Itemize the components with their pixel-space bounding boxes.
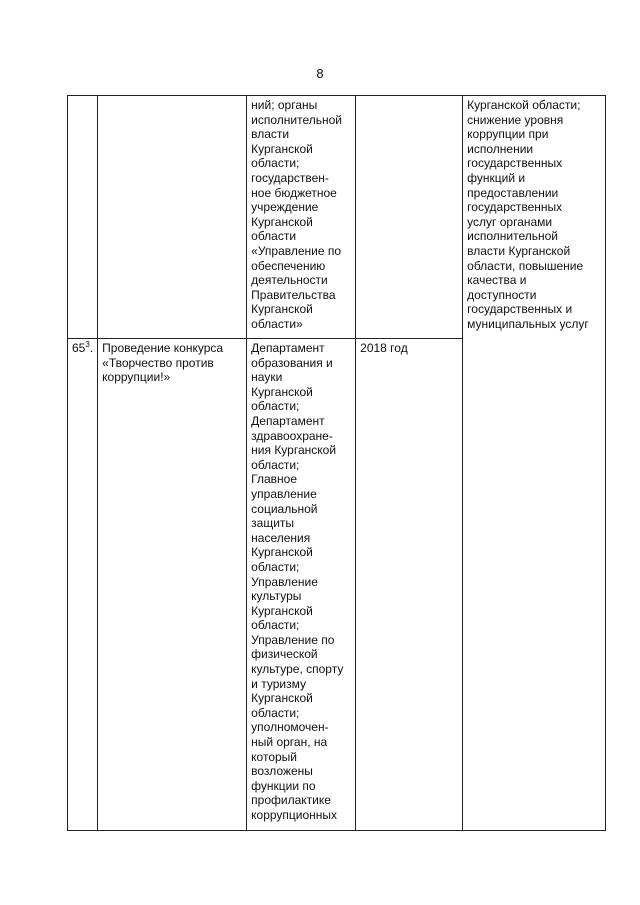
- row-number-superscript: 3: [85, 340, 90, 349]
- cell-term: [356, 96, 463, 339]
- row-number: 65: [72, 341, 86, 355]
- cell-event: Проведение конкурса «Творчество против коррупции!»: [98, 339, 247, 831]
- cell-term: 2018 год: [356, 339, 463, 831]
- cell-expected-result: Курганской области; снижение уровня коррупции при исполнении государственных функций и предоставлении государственных услуг органами исполнительной власти Курганской области, повышение качества и доступности государственных и муниципальных услуг: [463, 96, 606, 339]
- row-number-dot: .: [89, 341, 94, 355]
- cell-executors: Департамент образования и науки Курганской области; Департамент здравоохране- ния Курганской области; Главное управление социальной защиты населения Курганской области; Управление культуры Курганской области; Управление по физической культуре, спорту и туризму Курганской области; уполномочен- ный орган, на который возложены функции по профилактике коррупционных: [247, 339, 356, 831]
- table-row-65-3: [68, 339, 606, 831]
- cell-number: [68, 339, 98, 831]
- measures-table: [67, 95, 606, 831]
- table-row-continued: [68, 96, 606, 339]
- page-number: 8: [316, 66, 324, 81]
- cell-number: [68, 96, 98, 339]
- cell-event: [98, 96, 247, 339]
- cell-expected-result: [463, 339, 606, 831]
- cell-executors: ний; органы исполнительной власти Курганской области; государствен- ное бюджетное учреждение Курганской области «Управление по обеспечению деятельности Правительства Курганской области»: [247, 96, 356, 339]
